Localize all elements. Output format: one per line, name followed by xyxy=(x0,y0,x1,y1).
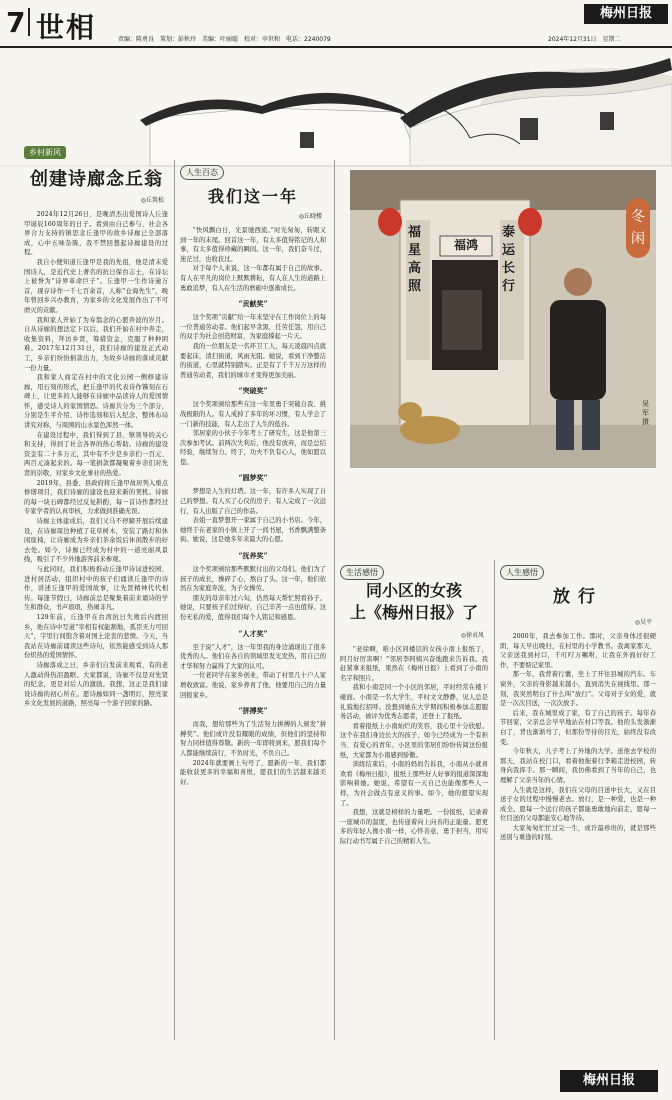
article-paragraph: 人生就是这样，我们在父母的目送中长大，又在目送子女的过程中慢慢老去。放行，是一种爱，也是一种成全。愿每一个远行的孩子都能勇敢地向前走，愿每一位目送的父母都能安心地等待。 xyxy=(500,786,656,823)
article-paragraph: 这个奖项颁给那些默默付出的父母们。他们为了孩子的成长，操碎了心，熬白了头。这一年，他们依然在为家庭奔波，为子女操劳。 xyxy=(180,566,326,593)
article-kicker: 乡村新风 xyxy=(24,146,66,159)
winter-leisure-photo xyxy=(350,170,656,468)
column-rule xyxy=(334,160,335,1040)
article-kicker: 人生百态 xyxy=(180,165,224,180)
page-number: 7 xyxy=(6,6,26,39)
article-title: 创建诗廊念丘翁 xyxy=(30,169,163,190)
article-paragraph: 这个奖项颁给那些在这一年里勇于突破自我、挑战极限的人。有人戒掉了多年的坏习惯，有人学会了一门新的技能，有人走出了人生的低谷。 xyxy=(180,401,326,428)
article-paragraph: 我和小南是同一个小区的邻居，平时经常在楼下碰面。小南是一名大学生，平时文文静静，见人总是礼貌地打招呼。没想到她在大学期间积极参加志愿服务活动，被评为优秀志愿者，还登上了报纸。 xyxy=(340,684,488,721)
article-paragraph: 后来，我在城里成了家，有了自己的孩子。每年春节回家，父亲总会早早地站在村口等我。他的头发渐渐白了，背也渐渐弯了，但那份等待的目光，始终没有改变。 xyxy=(500,709,656,746)
article-kicker: 人生感悟 xyxy=(500,565,544,580)
article-paragraph: 训练结束后，小南的妈妈告诉我，小南从小就喜欢看《梅州日报》，报纸上那些好人好事的报道深深地影响着她。她说，希望有一天自己也能像那些人一样，为社会做点有意义的事。如今，她的愿望实现了。 xyxy=(340,761,488,807)
title-line-1: 同小区的女孩 xyxy=(365,581,462,600)
article-paragraph: 这个奖项“贡献”给一年来坚守在工作岗位上的每一位普通劳动者。他们起早贪黑，任劳任怨，用自己的双手为社会创造财富，为家庭撑起一片天。 xyxy=(180,314,326,341)
header-divider xyxy=(28,8,30,36)
article-paragraph: 2019年，县委、县政府将丘逢甲故居列入重点修缮项目，我们诗廊的建设也迎来新的契机。诗廊的每一块石碑都经过反复斟酌，每一首诗作都经过专家学者的认真审核，力求做到准确无误。 xyxy=(24,479,168,516)
article-paragraph: “老徐啊，咱小区同楼层的女孩小南上报纸了，阿月好厉害啊！”邻居李阿姨兴奋地跑来告诉我。我赶紧拿来报纸，果然在《梅州日报》上看到了小南的名字和照片。 xyxy=(340,646,488,682)
article-paragraph: 与此同时，我们积极推动丘逢甲诗词进校园、进村居活动，组织村中的孩子们诵读丘逢甲的诗作，讲述丘逢甲的爱国故事，让先贤精神代代相传。每逢节假日，诗廊前总是聚集着前来诵诗的学生和群众，书声琅琅，热闹非凡。 xyxy=(24,565,168,612)
section-heading: “拼搏奖” xyxy=(238,706,268,716)
article-neighbor-girl xyxy=(340,560,488,1040)
article-paragraph: 对于每个人来说，这一年都有属于自己的故事。有人在平凡的岗位上默默耕耘，有人在人生的道路上勇敢追梦，有人在生活的磨砺中逐渐成长。 xyxy=(180,265,326,292)
article-paragraph: 我和家人开始了为寿翁念的心愿奔波的岁月。自从诗廊的想法定下以后，我们开始在村中奔走，收集资料，拜访乡贤，筹措资金，克服了种种困难。2017年12月31日，我们诗廊的建设正式动工，乡亲们纷纷捐款出力，为故乡诗廊的落成贡献一份力量。 xyxy=(24,316,168,372)
article-paragraph: 在建设过程中，我们得到了县、镇领导的关心和支持，得到了社会各界的热心帮助。诗廊的建设资金有二十多万元，其中有不少是乡亲们一百元、两百元凑起来的。每一笔捐款都凝聚着乡亲们对先贤的崇敬，对家乡文化事业的热爱。 xyxy=(24,431,168,478)
article-paragraph: 129年前，丘逢甲在台湾抗日失败后内渡回乡，他在诗中写道“宰相有权能割地，孤臣无力可回天”，字里行间饱含着对国土沦丧的悲愤。今天，当我站在诗廊前诵读这些诗句，依然能感受到诗人那份炽热的爱国情怀。 xyxy=(24,613,168,660)
section-title: 世相 xyxy=(36,11,97,44)
photo-scene xyxy=(350,170,656,468)
door-plaque: 福鸿 xyxy=(453,238,478,252)
article-paragraph: 邻居家的小伙子今年考上了研究生，这是他第三次参加考试。前两次失利后，他没有放弃，而是总结经验，继续努力。终于，功夫不负有心人，他如愿以偿。 xyxy=(180,430,326,466)
article-letting-go xyxy=(500,560,656,1060)
section-heading: “圆梦奖” xyxy=(238,473,268,483)
article-paragraph: 诗廊主体建成后，我们又马不停蹄开展后续建设，在诗廊周边种植了花草树木，安装了路灯和休闲座椅，让诗廊成为乡亲们茶余饭后休闲散步的好去处。如今，诗廊已经成为村中的一道亮丽风景线，吸引了不少外地游客前来参观。 xyxy=(24,518,168,564)
title-line-2: 上《梅州日报》了 xyxy=(349,603,478,622)
couplet-right: 泰运长行 xyxy=(502,225,516,294)
article-title xyxy=(340,580,488,624)
article-paragraph: 2024年12月26日，是晚清杰出爱国诗人丘逢甲诞辰160周年的日子。看到由自己参与、社会各界合力支持的镇思念丘逢甲的故乡诗廊已全部落成，心中五味杂陈，我不禁回想起诗廊建设的过程。 xyxy=(24,211,168,257)
article-paragraph: 我想，这就是榜样的力量吧。一份报纸，记录着一座城市的温度，也传递着向上向善的正能量。愿更多的年轻人像小南一样，心怀善意，勇于担当，用实际行动书写属于自己的精彩人生。 xyxy=(340,809,488,845)
article-paragraph: 大家匆匆忙忙过完一生，或许最珍贵的，就是那些送别与重逢的时刻。 xyxy=(500,824,656,842)
article-kicker: 生活感悟 xyxy=(340,565,384,580)
photo-tag: 冬闲 xyxy=(626,198,650,258)
article-paragraph: 我的一位朋友是一名环卫工人，每天凌晨四点就要起床，清扫街道，风雨无阻。她说，看到干净整洁的街道，心里就特别踏实。正是有了千千万万这样的普通劳动者，我们的城市才变得更加美丽。 xyxy=(180,342,326,379)
article-byline: ◎丘筑松 xyxy=(140,197,164,204)
article-paragraph: 一位老同学在家乡创业，带动了村里几十户人家增收致富。他说，家乡养育了他，他要用自己的力量回报家乡。 xyxy=(180,672,326,699)
article-paragraph: “快风飘白日，光景驰西流。”时光匆匆，转眼又到一年的末尾。回首这一年，有太多值得铭记的人和事，有太多值得珍藏的瞬间。这一年，我们奋斗过，迷茫过，也收获过。 xyxy=(180,227,326,263)
article-paragraph: 诗廊落成之日，乡亲们自发前来观看，有的老人激动得热泪盈眶。大家都说，诗廊不仅是对先贤的纪念，更是对后人的激励。我想，这正是我们建设诗廊的初心所在。愿诗廊如同一盏明灯，照亮家乡文化发展的道路，照亮每一个游子回家的路。 xyxy=(24,661,168,708)
section-heading: “贡献奖” xyxy=(238,299,268,309)
column-rule xyxy=(494,560,495,1040)
column-rule xyxy=(174,160,175,1040)
footer-logo: 梅州日报 xyxy=(560,1070,658,1092)
article-title: 我们这一年 xyxy=(207,187,298,206)
article-paragraph: 那一年，我背着行囊，坐上了开往县城的汽车。车窗外，父亲的身影越来越小，直到消失在视线里。那一刻，我突然明白了什么叫“放行”。父母对子女的爱，就是一次次目送，一次次放手。 xyxy=(500,671,656,708)
article-paragraph: 我自小便知道丘逢甲是我的先祖，他是清末爱国诗人，是近代史上著名的抗日保台志士，在诗坛上被誉为“诗界革命巨子”。丘逢甲一生作诗逾万首，现存诗作一千七百余首，人称“仓海先生”，晚年曾回乡兴办教育，为家乡的文化发展作出了不可磨灭的贡献。 xyxy=(24,258,168,314)
article-paragraph: 2000年，我去参加工作。那时，父亲身体还很硬朗，每天早出晚归，在村里的小学教书。我离家那天，父亲送我到村口，千叮咛万嘱咐，让我在外面好好工作，不要惦记家里。 xyxy=(500,633,656,669)
article-paragraph: 看着报纸上小南灿烂的笑容，我心里十分欣慰。这个在我们身边长大的孩子，如今已经成为一个有担当、有爱心的青年。小区里的邻居们纷纷传阅这份报纸，大家都为小南感到骄傲。 xyxy=(340,722,488,759)
staff-line: 责编：陈勇良 策划：彭秋玲 美编：叶丽聪 校对：申世和 电话：2240079 xyxy=(118,36,331,43)
article-paragraph: 朋友的母亲年过六旬，仍然每天帮忙照看孙子。她说，只要孩子们过得好，自己辛苦一点也值得。这份无私的爱，值得我们每个人铭记和感恩。 xyxy=(180,594,326,621)
article-title: 放行 xyxy=(553,587,603,607)
page-header xyxy=(0,0,672,48)
article-paragraph: 梦想是人生的灯塔。这一年，有许多人实现了自己的梦想。有人买了心仪的房子，有人完成了一次远行，有人出版了自己的作品。 xyxy=(180,488,326,515)
article-paragraph: 今年秋天，儿子考上了外地的大学。送他去学校的那天，我站在校门口，看着他拖着行李箱走进校园，转身向我挥手。那一瞬间，我仿佛看到了当年的自己，也理解了父亲当年的心情。 xyxy=(500,748,656,784)
section-heading: “突破奖” xyxy=(238,386,268,396)
section-heading: “人才奖” xyxy=(238,628,268,638)
couplet-left: 福星高照 xyxy=(408,225,422,294)
paper-logo: 梅州日报 xyxy=(584,4,668,24)
article-byline: ◎吴平 xyxy=(634,619,652,626)
article-poetry-corridor xyxy=(24,140,168,1040)
article-byline: ◎徐贞凤 xyxy=(460,632,484,639)
article-paragraph: 我和家人商定在村中的文化公园一侧修建诗廊，用石刻的形式，把丘逢甲的代表诗作镌刻在石碑上，让更多的人能够在诗廊中品读诗人的爱国情怀，感受诗人的家国情思。诗廊共分为三个部分，分别是生平介绍、诗作选刻和后人纪念，整体布局讲究对称，与周围的山水景色浑然一体。 xyxy=(24,374,168,430)
article-paragraph: 至于说“人才”，这一年里我的身边涌现出了很多优秀的人。他们在各自的领域里发光发热，用自己的才华和努力赢得了大家的认可。 xyxy=(180,643,326,670)
article-this-year xyxy=(180,160,326,1040)
section-heading: “抚养奖” xyxy=(238,551,268,561)
article-paragraph: 表姐一直梦想开一家属于自己的小书店。今年，她终于在老家的小镇上开了一间书屋，书香飘满整条街。她说，这是她多年来最大的心愿。 xyxy=(180,517,326,544)
article-paragraph: 2024年就要画上句号了，愿新的一年，我们都能收获更多的幸福和喜悦，愿我们的生活越来越美好。 xyxy=(180,759,326,786)
article-paragraph: 而我，想给那些为了生活努力拼搏的人颁发“拼搏奖”。他们或许没有耀眼的成绩，但他们的坚持和努力同样值得尊敬。新的一年即将到来，愿我们每个人都能继续前行，不负时光，不负自己。 xyxy=(180,721,326,757)
article-byline: ◎丘晓楼 xyxy=(298,213,322,220)
date-line: 2024年12月31日 星期二 xyxy=(548,36,621,43)
photo-credit: 吴军 摄 xyxy=(642,400,649,426)
